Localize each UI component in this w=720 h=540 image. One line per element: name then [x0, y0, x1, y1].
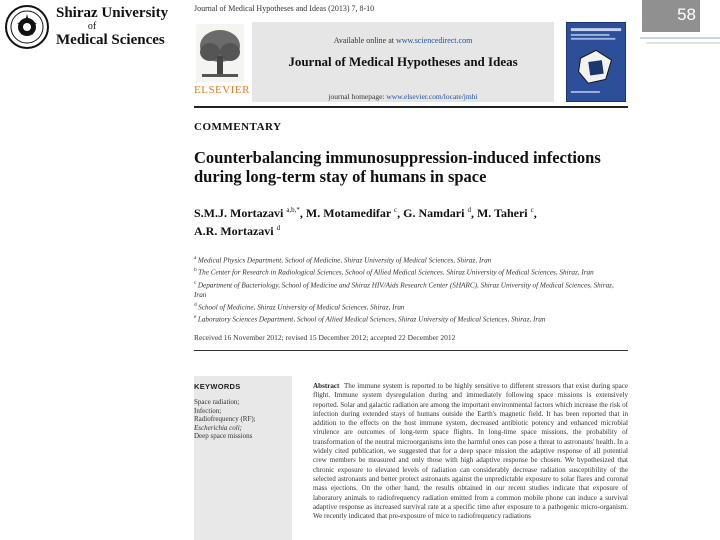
publisher-name: ELSEVIER — [194, 84, 250, 96]
journal-title: Journal of Medical Hypotheses and Ideas — [288, 54, 518, 69]
keyword-item: Space radiation; — [194, 398, 240, 406]
available-online: Available online at www.sciencedirect.com — [333, 36, 473, 45]
logo-line-1: Shiraz University — [56, 5, 169, 21]
university-logo — [4, 4, 180, 50]
author-name: G. Namdari $^d$ — [403, 206, 471, 220]
journal-homepage-link[interactable]: www.elsevier.com/locate/jmhi — [386, 92, 478, 101]
abstract-label: Abstract — [313, 382, 340, 390]
article-authors: S.M.J. Mortazavi $^{a,b,*}$, M. Motamedifar $^c$, G. Namdari $^d$, M. Taheri $^c$, A.R. Mortazavi $^d$ — [194, 206, 537, 238]
keyword-item: Infection; — [194, 406, 222, 415]
received-dates: Received 16 November 2012; revised 15 December 2012; accepted 22 December 2012 — [194, 333, 456, 342]
author-affiliation-mark: c — [394, 206, 398, 214]
sciencedirect-link[interactable]: www.sciencedirect.com — [395, 36, 473, 45]
affiliation-item: $^a$ Medical Physics Department, School of Medicine, Shiraz University of Medical Sciences, Shiraz, Iran — [194, 255, 492, 265]
author-name: M. Motamedifar $^c$ — [305, 206, 398, 220]
author-affiliation-mark: c — [530, 206, 534, 214]
keywords-box — [194, 376, 292, 540]
abstract — [313, 382, 628, 540]
affiliation-item: $^e$ Laboratory Sciences Department, School of Allied Medical Sciences, Shiraz University of Medical Sciences, Shiraz, Iran — [194, 314, 546, 324]
university-seal-icon — [4, 4, 50, 50]
journal-cover-icon — [566, 22, 626, 102]
author-affiliations — [194, 254, 624, 325]
decorative-lines — [640, 34, 720, 54]
journal-masthead — [252, 22, 554, 102]
affiliation-item: $^b$ The Center for Research in Radiological Sciences, School of Allied Medical Sciences, Shiraz University of Medical Sciences, Shiraz, Iran — [194, 267, 594, 277]
dates-rule — [194, 350, 628, 351]
logo-line-2: of — [87, 21, 97, 32]
article-title: Counterbalancing immunosuppression-induced infections during long-term stay of humans in space — [194, 148, 601, 186]
article-section: COMMENTARY — [194, 121, 282, 133]
keyword-item: Radiofrequency (RF); — [194, 415, 256, 424]
keyword-item: Escherichia coli; — [194, 423, 243, 432]
page-number: 58 — [642, 0, 700, 32]
abstract-text: The immune system is reported to be highly sensitive to different stressors that exist during space flight. Immune system dysregulation during and immediately following space missions is extensively reported. Solar and galactic radiation are among the important environmental factors which increase the risk of infection during extended stays of humans outside the Earth's magnetic field. It has been reported that in addition to the effects on the host immune system, decreased antibiotic potency and enhanced microbial virulence are outcomes of long-term space flights. In long-time space missions, the probability of transformation of the neutral microorganisms into the harmful ones can pose a threat to astronauts' health. In a widely cited publication, we suggested that for a deep space mission the adaptive response of all potential crew members be measured and only those with high adaptive response be chosen. We hypothesized that chronic exposure to elevated levels of radiation can considerably decrease radiation susceptibility of the selected astronauts and better protect astronauts against the unpredictable exposure to solar flares and coronal mass ejections. On the other hand, the results obtained in our recent studies indicate that exposure of laboratory animals to radiofrequency radiation emitted from a common mobile phone can induce a survival adaptive response as increased survival rate at a specific time after exposure to a pathogenic micro-organism. We recently indicated that pre-exposure of mice to radiofrequency radiations — [313, 382, 628, 521]
author-affiliation-mark: d — [276, 224, 281, 232]
keyword-item: Deep space missions — [194, 432, 253, 441]
keywords-list — [194, 398, 292, 441]
journal-citation: Journal of Medical Hypotheses and Ideas (2013) 7, 8-10 — [194, 4, 375, 13]
keywords-title: KEYWORDS — [194, 382, 241, 391]
logo-line-3: Medical Sciences — [56, 32, 165, 48]
header-rule — [194, 106, 628, 108]
author-affiliation-mark: d — [467, 206, 471, 214]
affiliation-item: $^c$ Department of Bacteriology, School of Medicine and Shiraz HIV/Aids Research Center (SHARC), Shiraz University of Medical Sciences, Shiraz, Iran — [194, 279, 614, 299]
author-name: A.R. Mortazavi $^d$ — [194, 224, 281, 238]
affiliation-item: $^d$ School of Medicine, Shiraz University of Medical Sciences, Shiraz, Iran — [194, 301, 405, 312]
author-affiliation-mark: a,b,* — [286, 206, 300, 214]
journal-homepage: journal homepage: www.elsevier.com/locate/jmhi — [328, 92, 478, 101]
author-name: M. Taheri $^c$ — [476, 206, 534, 220]
author-name: S.M.J. Mortazavi $^{a,b,*}$ — [194, 206, 300, 220]
